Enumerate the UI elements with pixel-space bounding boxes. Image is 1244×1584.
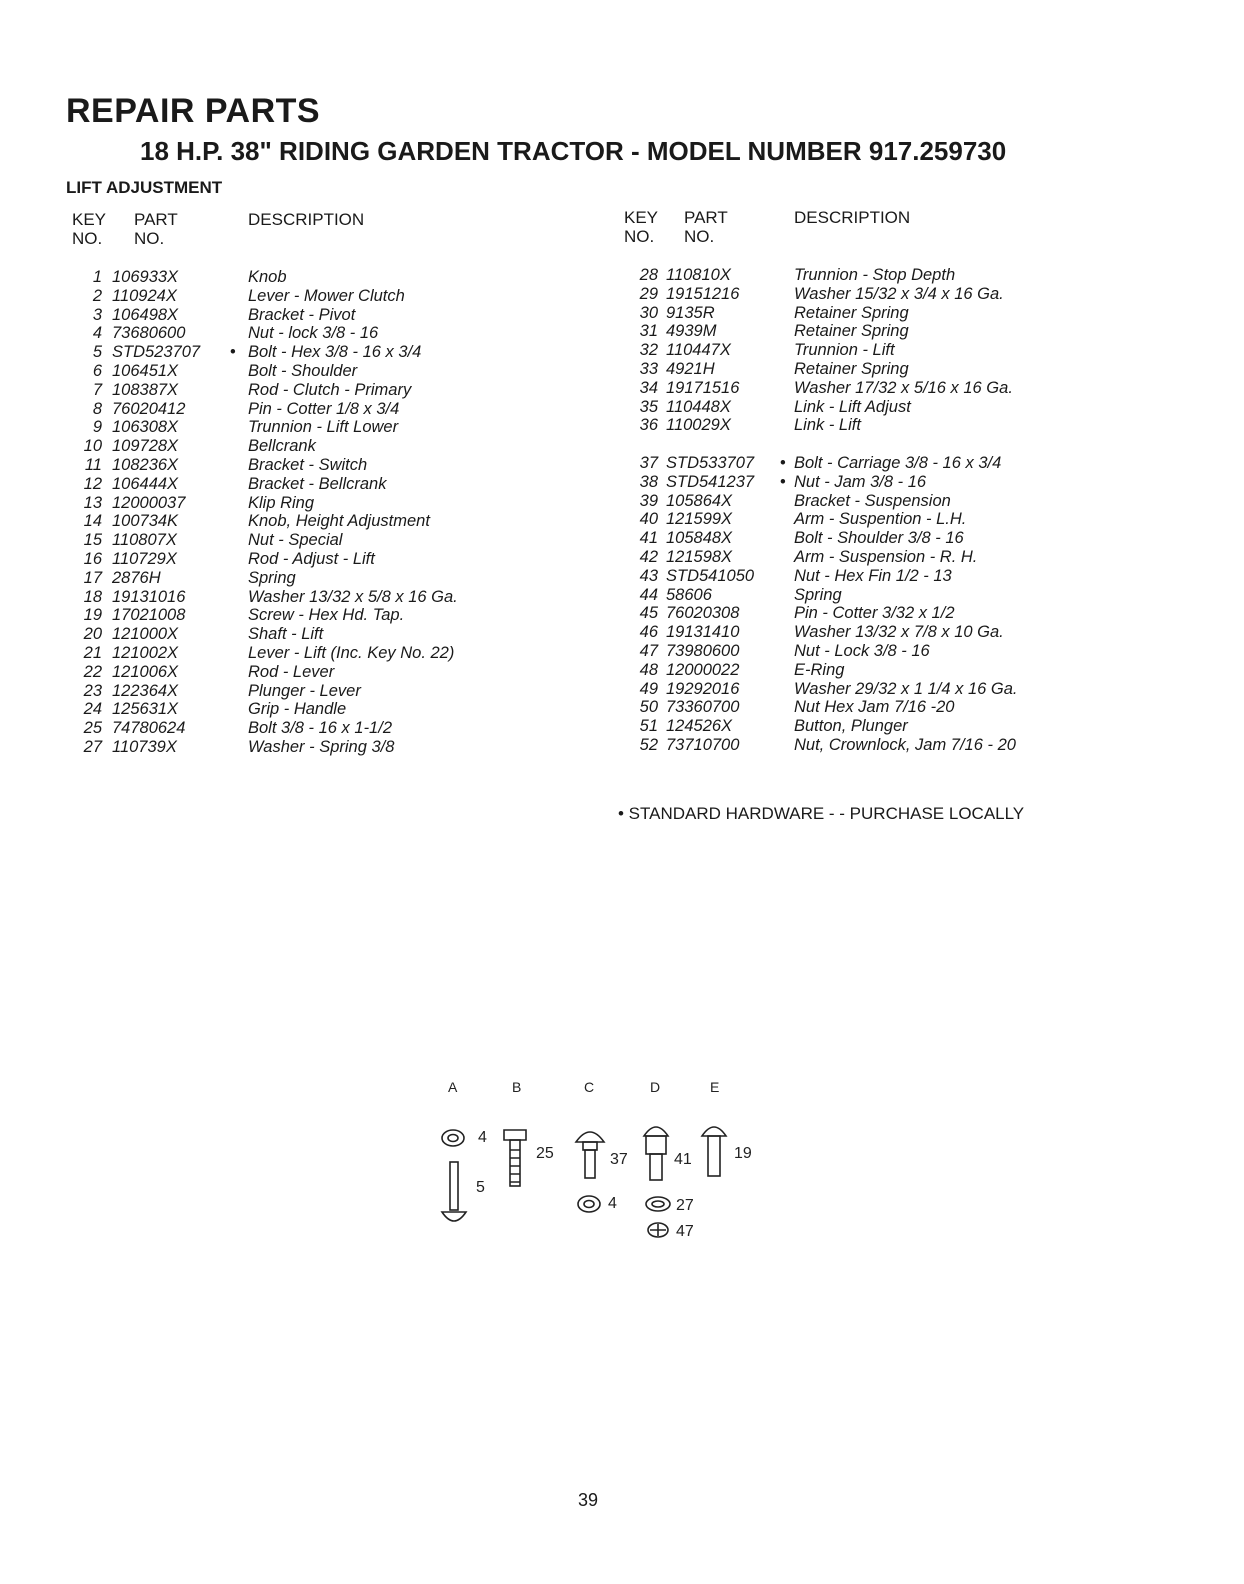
part-description: Nut - Special	[248, 531, 343, 550]
table-row	[76, 738, 596, 757]
key-number: 29	[639, 284, 658, 303]
key-number: 38	[639, 472, 658, 491]
table-row	[630, 529, 1130, 548]
key-number: 33	[639, 359, 658, 378]
table-row	[630, 661, 1130, 680]
part-description: Shaft - Lift	[248, 625, 324, 644]
callout-label: 4	[608, 1195, 617, 1212]
part-number: 125631X	[112, 700, 179, 719]
diagram-letter-a: A	[448, 1079, 458, 1095]
part-number: 121000X	[112, 625, 179, 644]
table-row	[630, 717, 1130, 736]
part-description: Bracket - Pivot	[248, 305, 356, 324]
part-description: Nut - Hex Fin 1/2 - 13	[794, 566, 952, 585]
part-description: Lever - Lift (Inc. Key No. 22)	[248, 643, 455, 662]
part-number: STD533707	[666, 453, 755, 472]
table-row	[630, 416, 1130, 435]
part-description: Arm - Suspension - R. H.	[794, 547, 978, 566]
table-row	[76, 569, 596, 588]
table-row	[630, 586, 1130, 605]
table-row	[76, 512, 596, 531]
part-number: 121006X	[112, 662, 179, 681]
part-description: Rod - Lever	[248, 662, 335, 681]
part-description: Spring	[248, 568, 296, 587]
table-row	[630, 604, 1130, 623]
key-number: 48	[639, 660, 658, 679]
table-row	[630, 266, 1130, 285]
table-row	[630, 341, 1130, 360]
part-number: 19171516	[666, 378, 740, 397]
bolt-icon	[442, 1162, 466, 1221]
table-row	[76, 475, 596, 494]
part-description: Rod - Clutch - Primary	[248, 380, 412, 399]
part-number: 73680600	[112, 324, 186, 343]
table-row	[76, 400, 596, 419]
key-number: 49	[639, 679, 658, 698]
parts-table-right	[624, 208, 1130, 754]
part-number: 19131016	[112, 587, 186, 606]
nut-icon	[442, 1130, 464, 1146]
part-number: STD541050	[666, 566, 755, 585]
part-number: 12000037	[112, 493, 186, 512]
table-row	[630, 379, 1130, 398]
part-description: Pin - Cotter 3/32 x 1/2	[794, 604, 955, 623]
table-row	[630, 454, 1130, 473]
part-number: 121002X	[112, 643, 179, 662]
part-description: Nut - lock 3/8 - 16	[248, 324, 379, 343]
part-description: Knob, Height Adjustment	[248, 512, 430, 531]
part-number: 58606	[666, 585, 712, 604]
screw-icon	[702, 1127, 726, 1176]
key-number: 2	[92, 286, 102, 305]
parts-rows	[76, 268, 596, 757]
part-number: 110739X	[112, 737, 177, 756]
diagram-letter-d: D	[650, 1079, 661, 1095]
callout-label: 47	[676, 1223, 694, 1240]
part-number: STD541237	[666, 472, 755, 491]
part-number: 73710700	[666, 735, 740, 754]
key-number: 50	[639, 698, 658, 717]
key-number: 36	[639, 416, 658, 435]
part-no-header: PART NO.	[134, 210, 178, 248]
key-number: 23	[83, 681, 102, 700]
part-description: E-Ring	[794, 660, 845, 679]
part-description: Bellcrank	[248, 437, 316, 456]
table-row	[76, 700, 596, 719]
table-header	[624, 208, 1130, 254]
part-description: Retainer Spring	[794, 303, 909, 322]
part-number: 4921H	[666, 359, 715, 378]
key-number: 17	[83, 568, 102, 587]
key-number: 19	[83, 606, 102, 625]
table-row	[76, 268, 596, 287]
part-description: Plunger - Lever	[248, 681, 361, 700]
part-description: Trunnion - Lift	[794, 341, 895, 360]
table-row	[76, 644, 596, 663]
part-description: Button, Plunger	[794, 717, 908, 736]
part-number: 110807X	[112, 531, 177, 550]
part-description: Bolt 3/8 - 16 x 1-1/2	[248, 719, 392, 738]
part-description: Trunnion - Lift Lower	[248, 418, 399, 437]
key-number: 6	[92, 361, 102, 380]
part-number: 124526X	[666, 717, 733, 736]
table-row	[76, 625, 596, 644]
table-row	[76, 324, 596, 343]
key-number: 4	[92, 324, 102, 343]
key-number: 37	[639, 453, 658, 472]
table-row	[76, 682, 596, 701]
part-number: 105848X	[666, 529, 733, 548]
key-number: 12	[83, 474, 102, 493]
table-row	[630, 623, 1130, 642]
table-row	[76, 719, 596, 738]
table-row	[76, 287, 596, 306]
part-description: Washer 15/32 x 3/4 x 16 Ga.	[794, 284, 1004, 303]
part-description: Arm - Suspention - L.H.	[794, 510, 967, 529]
key-no-header: KEY NO.	[72, 210, 107, 248]
table-row	[76, 550, 596, 569]
part-number: 76020308	[666, 604, 740, 623]
key-number: 21	[83, 643, 102, 662]
part-description: Washer - Spring 3/8	[248, 737, 395, 756]
part-description: Trunnion - Stop Depth	[794, 266, 956, 284]
part-number: 122364X	[112, 681, 179, 700]
part-description: Bolt - Shoulder	[248, 361, 358, 380]
key-number: 3	[92, 305, 102, 324]
part-number: 110924X	[112, 286, 177, 305]
part-description: Nut - Lock 3/8 - 16	[794, 641, 930, 660]
table-row	[76, 588, 596, 607]
part-description: Screw - Hex Hd. Tap.	[248, 606, 405, 625]
part-number: STD523707	[112, 343, 201, 362]
callout-label: 5	[476, 1179, 485, 1196]
key-number: 46	[639, 623, 658, 642]
key-number: 40	[639, 510, 658, 529]
key-number: 1	[92, 268, 102, 286]
key-number: 22	[83, 662, 102, 681]
part-number: 100734K	[112, 512, 179, 531]
table-row	[630, 698, 1130, 717]
page-title: REPAIR PARTS	[66, 92, 321, 130]
part-description: Lever - Mower Clutch	[248, 286, 405, 305]
hardware-diagram	[420, 1070, 780, 1260]
key-number: 7	[92, 380, 102, 399]
key-number: 41	[639, 529, 658, 548]
table-row	[76, 606, 596, 625]
part-description: Bolt - Hex 3/8 - 16 x 3/4	[248, 343, 422, 362]
part-number: 19131410	[666, 623, 740, 642]
key-number: 31	[639, 322, 658, 341]
key-number: 45	[639, 604, 658, 623]
table-row	[630, 492, 1130, 511]
section-heading: LIFT ADJUSTMENT	[66, 178, 223, 197]
table-row	[76, 306, 596, 325]
table-row	[76, 456, 596, 475]
table-header	[72, 210, 596, 256]
parts-table-left	[72, 210, 596, 756]
part-number: 110447X	[666, 341, 731, 360]
part-description: Link - Lift Adjust	[794, 397, 911, 416]
row-gap	[630, 435, 1130, 454]
part-description: Washer 29/32 x 1 1/4 x 16 Ga.	[794, 679, 1018, 698]
callout-label: 27	[676, 1197, 694, 1214]
key-number: 35	[639, 397, 658, 416]
standard-hardware-mark: •	[230, 343, 236, 362]
nut-icon	[578, 1196, 600, 1212]
part-number: 74780624	[112, 719, 186, 738]
shoulder-bolt-icon	[644, 1127, 668, 1180]
key-number: 28	[639, 266, 658, 284]
table-row	[630, 473, 1130, 492]
part-description: Washer 13/32 x 7/8 x 10 Ga.	[794, 623, 1004, 642]
part-description: Retainer Spring	[794, 322, 909, 341]
key-number: 5	[92, 343, 102, 362]
key-number: 51	[639, 717, 658, 736]
key-number: 27	[83, 737, 102, 756]
model-subtitle: 18 H.P. 38" RIDING GARDEN TRACTOR - MODEL NUMBER 917.259730	[140, 136, 1007, 166]
part-number: 106498X	[112, 305, 179, 324]
callout-label: 4	[478, 1129, 487, 1146]
table-row	[76, 343, 596, 362]
part-number: 110729X	[112, 549, 177, 568]
key-number: 52	[639, 735, 658, 754]
part-description: Grip - Handle	[248, 700, 347, 719]
key-number: 11	[84, 455, 102, 474]
diagram-letter-c: C	[584, 1079, 595, 1095]
description-header: DESCRIPTION	[248, 210, 365, 229]
table-row	[76, 381, 596, 400]
part-number: 110810X	[666, 266, 731, 284]
table-row	[76, 437, 596, 456]
table-row	[630, 322, 1130, 341]
table-row	[630, 360, 1130, 379]
part-description: Washer 17/32 x 5/16 x 16 Ga.	[794, 378, 1013, 397]
hex-bolt-icon	[504, 1130, 526, 1186]
standard-hardware-mark: •	[780, 472, 786, 491]
callout-label: 41	[674, 1151, 692, 1168]
standard-hardware-note: • STANDARD HARDWARE - - PURCHASE LOCALLY	[618, 804, 1025, 823]
key-number: 13	[83, 493, 102, 512]
table-row	[76, 418, 596, 437]
key-number: 32	[639, 341, 658, 360]
key-number: 42	[639, 547, 658, 566]
part-description: Retainer Spring	[794, 359, 909, 378]
part-description: Pin - Cotter 1/8 x 3/4	[248, 399, 400, 418]
part-number: 106444X	[112, 474, 179, 493]
part-description: Nut Hex Jam 7/16 -20	[794, 698, 955, 717]
key-number: 20	[83, 625, 102, 644]
part-number: 110029X	[666, 416, 731, 435]
part-description: Klip Ring	[248, 493, 315, 512]
part-description: Bolt - Carriage 3/8 - 16 x 3/4	[794, 453, 1002, 472]
part-number: 2876H	[112, 568, 161, 587]
key-number: 16	[83, 549, 102, 568]
table-row	[630, 398, 1130, 417]
part-number: 121599X	[666, 510, 733, 529]
part-number: 19151216	[666, 284, 740, 303]
key-number: 39	[639, 491, 658, 510]
part-number: 19292016	[666, 679, 740, 698]
key-number: 24	[83, 700, 102, 719]
diagram-letter-e: E	[710, 1079, 720, 1095]
table-row	[630, 680, 1130, 699]
part-description: Knob	[248, 268, 287, 286]
part-description: Bracket - Suspension	[794, 491, 951, 510]
part-description: Rod - Adjust - Lift	[248, 549, 375, 568]
table-row	[76, 362, 596, 381]
callout-label: 37	[610, 1151, 628, 1168]
part-number: 4939M	[666, 322, 717, 341]
callout-label: 25	[536, 1145, 554, 1162]
part-number: 109728X	[112, 437, 179, 456]
part-number: 106451X	[112, 361, 179, 380]
part-description: Link - Lift	[794, 416, 861, 435]
key-number: 30	[639, 303, 658, 322]
key-number: 47	[639, 641, 658, 660]
parts-rows	[630, 266, 1130, 755]
part-description: Bracket - Bellcrank	[248, 474, 387, 493]
page-number: 39	[578, 1490, 599, 1510]
part-number: 110448X	[666, 397, 731, 416]
diagram-letter-b: B	[512, 1079, 522, 1095]
key-number: 15	[83, 531, 102, 550]
part-number: 106933X	[112, 268, 179, 286]
part-description: Spring	[794, 585, 842, 604]
key-number: 8	[92, 399, 102, 418]
table-row	[630, 642, 1130, 661]
table-row	[630, 304, 1130, 323]
part-description: Bolt - Shoulder 3/8 - 16	[794, 529, 964, 548]
part-number: 73980600	[666, 641, 740, 660]
table-row	[76, 494, 596, 513]
key-number: 34	[639, 378, 658, 397]
table-row	[630, 285, 1130, 304]
part-number: 106308X	[112, 418, 179, 437]
carriage-bolt-icon	[576, 1132, 604, 1178]
key-number: 25	[83, 719, 102, 738]
part-number: 17021008	[112, 606, 186, 625]
washer-icon	[646, 1197, 670, 1211]
part-number: 12000022	[666, 660, 740, 679]
key-no-header: KEY NO.	[624, 208, 659, 246]
key-number: 18	[83, 587, 102, 606]
part-no-header: PART NO.	[684, 208, 728, 246]
part-description: Bracket - Switch	[248, 455, 368, 474]
table-row	[630, 736, 1130, 755]
standard-hardware-mark: •	[780, 453, 786, 472]
key-number: 43	[639, 566, 658, 585]
table-row	[76, 663, 596, 682]
part-number: 108387X	[112, 380, 179, 399]
part-number: 73360700	[666, 698, 740, 717]
description-header: DESCRIPTION	[794, 208, 911, 227]
part-description: Washer 13/32 x 5/8 x 16 Ga.	[248, 587, 458, 606]
lock-nut-icon	[648, 1223, 668, 1237]
part-number: 108236X	[112, 455, 179, 474]
table-row	[630, 567, 1130, 586]
part-number: 121598X	[666, 547, 733, 566]
part-number: 9135R	[666, 303, 715, 322]
key-number: 10	[83, 437, 102, 456]
table-row	[76, 531, 596, 550]
key-number: 9	[92, 418, 102, 437]
table-row	[630, 548, 1130, 567]
part-number: 105864X	[666, 491, 733, 510]
part-description: Nut, Crownlock, Jam 7/16 - 20	[794, 735, 1016, 754]
callout-label: 19	[734, 1145, 752, 1162]
key-number: 14	[83, 512, 102, 531]
part-description: Nut - Jam 3/8 - 16	[794, 472, 927, 491]
key-number: 44	[639, 585, 658, 604]
part-number: 76020412	[112, 399, 186, 418]
table-row	[630, 510, 1130, 529]
